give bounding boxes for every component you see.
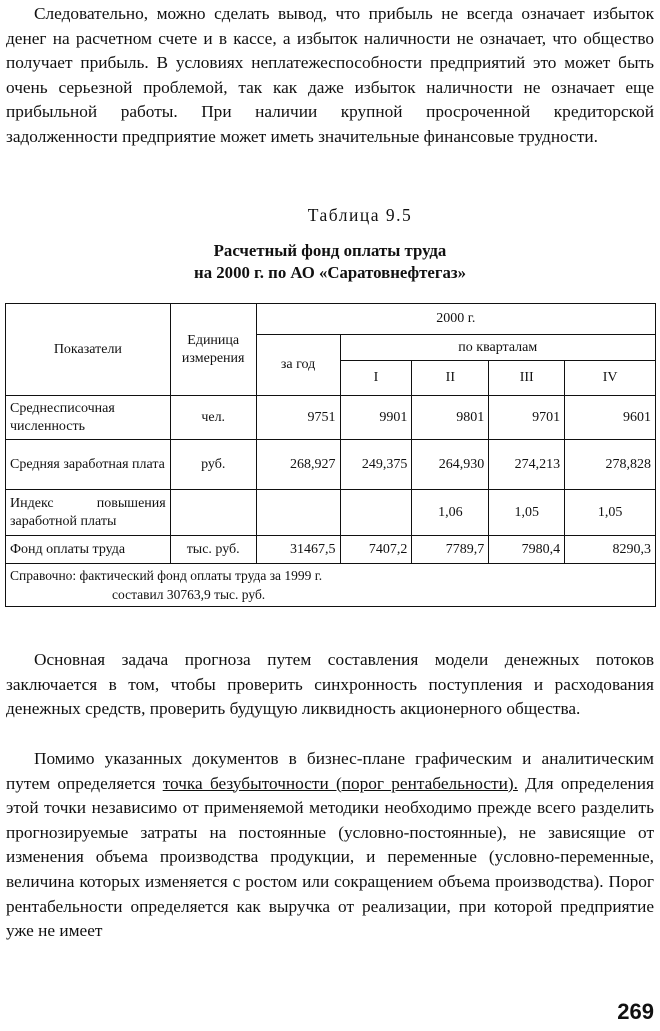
header-year: 2000 г.: [256, 304, 655, 335]
cell-q3: 9701: [489, 396, 565, 440]
reference-line2: составил 30763,9 тыс. руб.: [112, 587, 266, 602]
table-number: Таблица 9.5: [307, 205, 413, 225]
cell-year: 268,927: [256, 440, 340, 490]
paragraph-conclusion: Следовательно, можно сделать вывод, что прибыль не всегда означает избыток денег на расчетном счете и в кассе, а избыток наличности не означает, что общество получает прибыль. В условиях неплатежеспособности предприятий это может быть очень серьезной проблемой, так как даже избыток наличности не означает еще прибыльной работы. При наличии крупной просроченной кредиторской задолженности предприятие может иметь значительные финансовые трудности.: [6, 4, 654, 146]
header-q2: II: [412, 361, 489, 396]
cell-q4: 1,05: [565, 490, 656, 536]
row-unit: руб.: [170, 440, 256, 490]
cell-year: [256, 490, 340, 536]
cell-q2: 7789,7: [412, 536, 489, 564]
row-unit: тыс. руб.: [170, 536, 256, 564]
breakeven-text-start: Помимо указанных документов в бизнес-плане графическим и аналитическим путем определяется: [6, 749, 654, 793]
row-label: Среднесписочная численность: [6, 396, 171, 440]
header-per-year: за год: [256, 335, 340, 396]
table-row: [6, 440, 656, 490]
cell-q3: 1,05: [489, 490, 565, 536]
cell-year: 9751: [256, 396, 340, 440]
reference-row: [6, 564, 656, 607]
table-title-line1: Расчетный фонд оплаты труда: [213, 241, 447, 260]
cell-q4: 8290,3: [565, 536, 656, 564]
paragraph-forecast: Основная задача прогноза путем составления модели денежных потоков заключается в том, чтобы проверить синхронность поступления и расходования денежных средств, проверить будущую ликвидность акционерного общества.: [6, 650, 654, 719]
row-unit: чел.: [170, 396, 256, 440]
breakeven-term: точка безубыточности (порог рентабельности).: [162, 773, 518, 793]
breakeven-text-end: Для определения этой точки независимо от применяемой методики необходимо прежде всего разделить прогнозируемые затраты на постоянные (условно-постоянные), не зависящие от изменения объема производства продукции, и переменные (условно-переменные, величина которых изменяется с ростом или сокращением объема производства). Порог рентабельности определяется как выручка от реализации, при которой предприятие уже не имеет: [6, 773, 654, 941]
cell-q2: 9801: [412, 396, 489, 440]
header-by-quarters: по кварталам: [340, 335, 656, 361]
cell-q3: 7980,4: [489, 536, 565, 564]
header-q3: III: [489, 361, 565, 396]
cell-q4: 278,828: [565, 440, 656, 490]
cell-q2: 264,930: [412, 440, 489, 490]
paragraph-breakeven: [6, 747, 654, 944]
cell-q1: 249,375: [340, 440, 412, 490]
cell-q2: 1,06: [412, 490, 489, 536]
cell-q4: 9601: [565, 396, 656, 440]
row-label: Средняя заработная плата: [6, 440, 171, 490]
cell-year: 31467,5: [256, 536, 340, 564]
cell-q1: 7407,2: [340, 536, 412, 564]
row-label: Фонд оплаты труда: [6, 536, 171, 564]
table-row: [6, 536, 656, 564]
header-q1: I: [340, 361, 412, 396]
reference-line1: Справочно: фактический фонд оплаты труда за 1999 г.: [10, 568, 323, 583]
payroll-table: [5, 303, 656, 607]
cell-q1: [340, 490, 412, 536]
reference-note: [6, 564, 656, 607]
table-row: [6, 396, 656, 440]
header-q4: IV: [565, 361, 656, 396]
row-unit: [170, 490, 256, 536]
row-label: Индекс повышения заработной платы: [6, 490, 171, 536]
table-title: [0, 240, 660, 284]
cell-q3: 274,213: [489, 440, 565, 490]
table-row: [6, 490, 656, 536]
header-indicators: Показатели: [6, 304, 171, 396]
page-number: 269: [617, 999, 654, 1024]
table-title-line2: на 2000 г. по АО «Саратовнефтегаз»: [194, 263, 466, 282]
cell-q1: 9901: [340, 396, 412, 440]
header-unit: Единица измерения: [170, 304, 256, 396]
